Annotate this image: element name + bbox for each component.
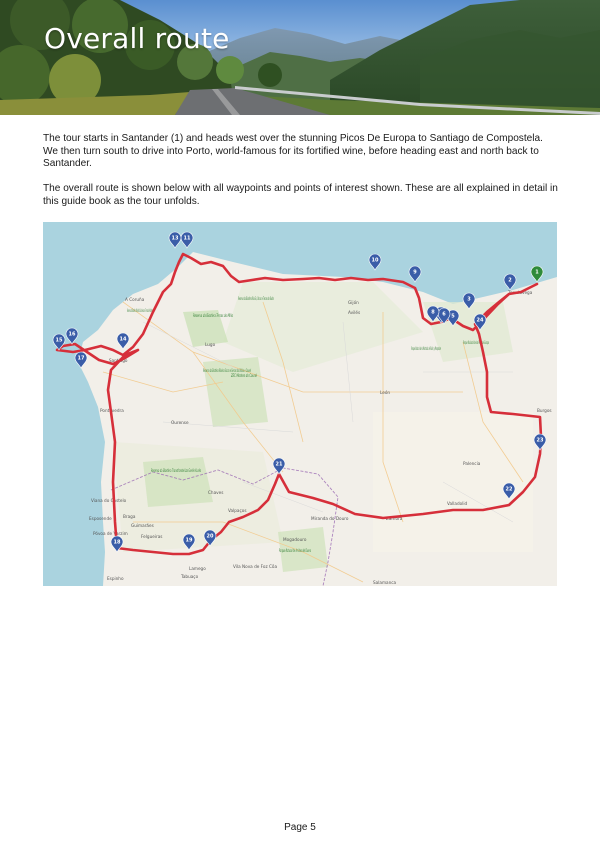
- label-reserva-ancares: Reserva da Biosfera Terras do Miño: [193, 313, 234, 318]
- label-ourense: Ourense: [171, 420, 189, 425]
- page-number: Page 5: [284, 822, 316, 833]
- label-a-coruna: A Coruña: [125, 297, 145, 302]
- waypoint-label: 22: [505, 486, 513, 493]
- waypoint-label: 1: [535, 269, 539, 276]
- waypoint-label: 24: [476, 317, 484, 324]
- label-marinas: Reserva da Biosfera Mariñas Coruñesas e Terras do Mandeo: [127, 308, 154, 313]
- waypoint-label: 17: [77, 355, 85, 362]
- label-vila-nova: Vila Nova de Foz Côa: [233, 564, 278, 569]
- label-montana: Parque Natural de la Montaña de Riaño y Mampodre: [411, 346, 442, 351]
- route-map-canvas[interactable]: [43, 222, 557, 586]
- waypoint-label: 9: [413, 269, 417, 276]
- intro-paragraph-2: The overall route is shown below with all waypoints and points of interest shown. These are all explained in detail in this guide book as the tour unfolds.: [43, 183, 558, 207]
- label-picos: Parque Nacional de los Picos de Europa: [463, 340, 490, 345]
- label-palencia: Palencia: [463, 461, 481, 466]
- label-arribes: Parque Natural de Arribes del Duero: [279, 548, 312, 553]
- mountain-road-photo: [0, 0, 600, 115]
- label-reserva-ribeira: Reserva da Biosfera Ribeira Sacra e Serras do Oribio e Courel: [203, 368, 252, 373]
- waypoint-marker-14[interactable]: [117, 333, 129, 349]
- route-map[interactable]: [43, 222, 557, 586]
- label-lugo: Lugo: [205, 342, 216, 347]
- waypoint-label: 23: [536, 437, 544, 444]
- hero-photo: [0, 0, 600, 115]
- waypoint-label: 6: [442, 311, 446, 318]
- label-zamora: Zamora: [386, 516, 403, 521]
- waypoint-label: 11: [183, 235, 191, 242]
- waypoint-label: 21: [275, 461, 283, 468]
- waypoint-marker-21[interactable]: [273, 458, 285, 474]
- label-valladolid: Valladolid: [447, 501, 468, 506]
- waypoint-label: 19: [185, 537, 193, 544]
- waypoint-label: 3: [467, 296, 471, 303]
- label-burgos: Burgos: [537, 408, 552, 413]
- label-povoa: Póvoa de Varzim: [93, 531, 128, 536]
- intro-text: [43, 133, 558, 221]
- label-chaves: Chaves: [208, 490, 224, 495]
- label-viana: Viana do Castelo: [91, 498, 127, 503]
- waypoint-label: 18: [113, 539, 121, 546]
- label-gijon: Gijón: [348, 300, 359, 305]
- label-valpacos: Valpaços: [228, 508, 247, 513]
- label-tabuaco: Tabuaço: [181, 574, 199, 579]
- intro-paragraph-1: The tour starts in Santander (1) and heads west over the stunning Picos De Europa to Santiago de Compostela. We then turn south to drive into Porto, world-famous for its fortified wine, before heading east and north back to Santander.: [43, 133, 543, 170]
- label-aviles: Avilés: [348, 310, 361, 315]
- label-felgueiras: Felgueiras: [141, 534, 163, 539]
- label-torrelavega: Torrelavega: [508, 290, 533, 295]
- waypoint-label: 2: [508, 277, 512, 284]
- label-reserva-eo: Reserva da Biosfera Río Eo, Oscos e Terras de Burón: [238, 296, 275, 301]
- waypoint-label: 16: [68, 331, 76, 338]
- waypoint-label: 20: [206, 533, 214, 540]
- waypoint-label: 14: [119, 336, 127, 343]
- waypoint-marker-23[interactable]: [534, 434, 546, 450]
- label-lamego: Lamego: [189, 566, 206, 571]
- label-esposende: Esposende: [89, 516, 112, 521]
- page-title: Overall route: [44, 22, 230, 55]
- label-santiago: Santiago: [109, 358, 128, 363]
- label-salamanca: Salamanca: [373, 580, 397, 585]
- label-braga: Braga: [123, 514, 136, 519]
- label-miranda: Miranda do Douro: [311, 516, 349, 521]
- label-reserva-geres: Reserva da Biosfera Transfronteiriza Gerês-Xurés: [151, 468, 202, 473]
- label-espinho: Espinho: [107, 576, 124, 581]
- waypoint-label: 13: [171, 235, 179, 242]
- waypoint-label: 15: [55, 337, 63, 344]
- label-guimaraes: Guimarães: [131, 523, 154, 528]
- waypoint-label: 10: [371, 257, 379, 264]
- waypoint-label: 8: [431, 309, 435, 316]
- label-courel: ZEC Montes do Courel: [230, 373, 258, 378]
- label-mogadouro: Mogadouro: [283, 537, 307, 542]
- waypoint-label: 5: [451, 313, 455, 320]
- label-pontevedra: Pontevedra: [100, 408, 124, 413]
- label-leon: León: [380, 390, 391, 395]
